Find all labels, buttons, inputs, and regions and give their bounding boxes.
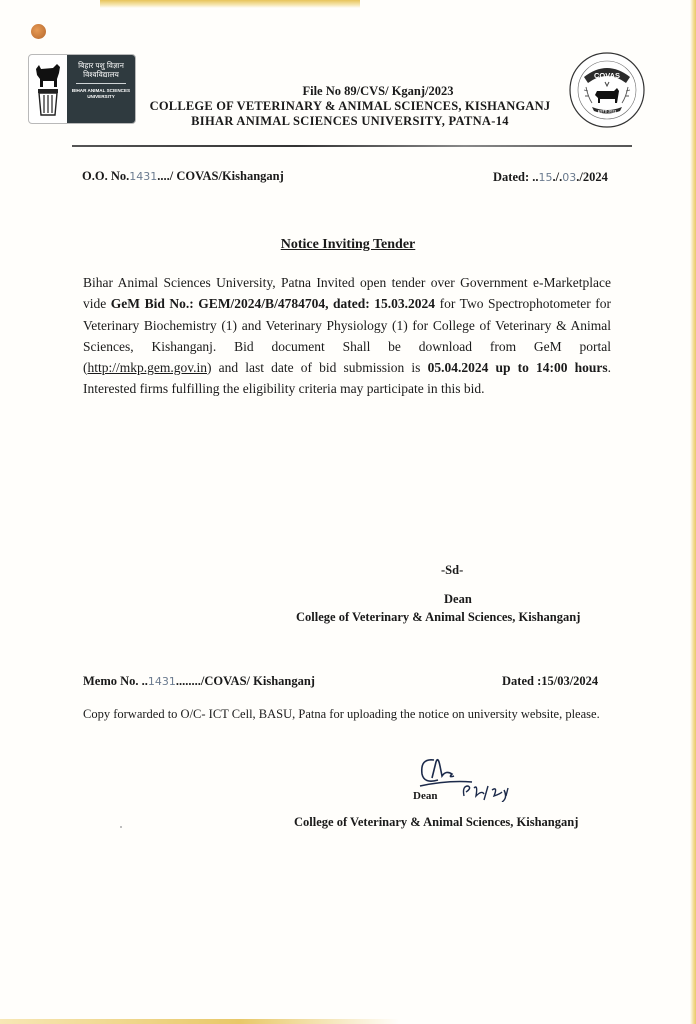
order-date-year: /2024 <box>579 170 608 184</box>
signatory-institution: College of Veterinary & Animal Sciences, Kishanganj <box>296 610 581 624</box>
gem-portal-link[interactable]: http://mkp.gem.gov.in <box>87 360 207 376</box>
order-date-line: Dated: ..15./.03./2024 <box>493 170 608 184</box>
signatory-designation-2: Dean <box>413 790 438 802</box>
covas-seal-icon <box>568 51 646 129</box>
university-logo <box>28 54 136 124</box>
order-prefix: O.O. No. <box>82 169 130 183</box>
body-part-4: . Interested firms fulfilling the eligibility criteria may participate in this bid. <box>83 360 611 397</box>
gem-bid-number: GeM Bid No.: GEM/2024/B/4784704, dated: 15.03.2024 <box>110 296 436 312</box>
letterhead <box>140 84 560 129</box>
stray-dot-mark <box>120 826 122 828</box>
logo-hindi-text: बिहार पशु विज्ञान विश्वविद्यालय <box>78 61 124 79</box>
notice-body <box>83 272 611 400</box>
page-edge-top <box>100 0 360 8</box>
bid-deadline: 05.04.2024 up to 14:00 hours <box>427 360 608 376</box>
page-edge-bottom <box>0 1019 400 1024</box>
order-number-handwritten: 1431 <box>129 170 158 183</box>
university-name: BIHAR ANIMAL SCIENCES UNIVERSITY, PATNA-14 <box>191 114 509 128</box>
signatory-designation: Dean <box>444 592 472 606</box>
order-date-day: 15 <box>538 171 553 184</box>
signed-mark: -Sd- <box>441 563 464 577</box>
logo-english-text: BIHAR ANIMAL SCIENCES UNIVERSITY <box>71 88 131 99</box>
cow-emblem-icon <box>33 59 63 119</box>
memo-number-handwritten: 1431 <box>147 675 176 688</box>
order-date-month: 03 <box>562 171 577 184</box>
notice-title: Notice Inviting Tender <box>280 237 416 252</box>
college-name: COLLEGE OF VETERINARY & ANIMAL SCIENCES, KISHANGANJ <box>149 99 551 113</box>
memo-suffix: ......../COVAS/ Kishanganj <box>175 674 315 688</box>
body-part-2: for Two Spectrophotometer for Veterinary Biochemistry (1) and Veterinary Physiology (1) for College of Veterinary & Animal Sciences, Kishanganj. Bid document Shall be download from GeM portal ( <box>83 296 612 376</box>
signatory-institution-2: College of Veterinary & Animal Sciences, Kishanganj <box>294 815 579 829</box>
punch-hole-mark <box>31 24 46 39</box>
letterhead-divider <box>72 145 632 147</box>
order-number-line <box>82 169 284 184</box>
page-edge-right <box>690 0 696 1024</box>
memo-date: Dated :15/03/2024 <box>502 674 599 688</box>
memo-prefix: Memo No. .. <box>83 674 148 688</box>
order-dated-label: Dated: .. <box>493 170 539 184</box>
logo-text-panel <box>67 55 135 123</box>
logo-divider <box>76 83 126 84</box>
memo-number-line <box>83 674 315 689</box>
body-part-1: Bihar Animal Sciences University, Patna Invited open tender over Government e-Marketplace vide <box>83 275 611 312</box>
copy-forwarded-text: Copy forwarded to O/C- ICT Cell, BASU, Patna for uploading the notice on university website, please. <box>83 707 600 721</box>
seal-estd: ESTD 2023 <box>597 109 617 114</box>
order-suffix: ..../ COVAS/Kishanganj <box>157 169 284 183</box>
file-number: File No 89/CVS/ Kganj/2023 <box>302 84 454 98</box>
seal-name: COVAS <box>593 71 621 80</box>
body-part-3: ) and last date of bid submission is <box>207 360 428 376</box>
